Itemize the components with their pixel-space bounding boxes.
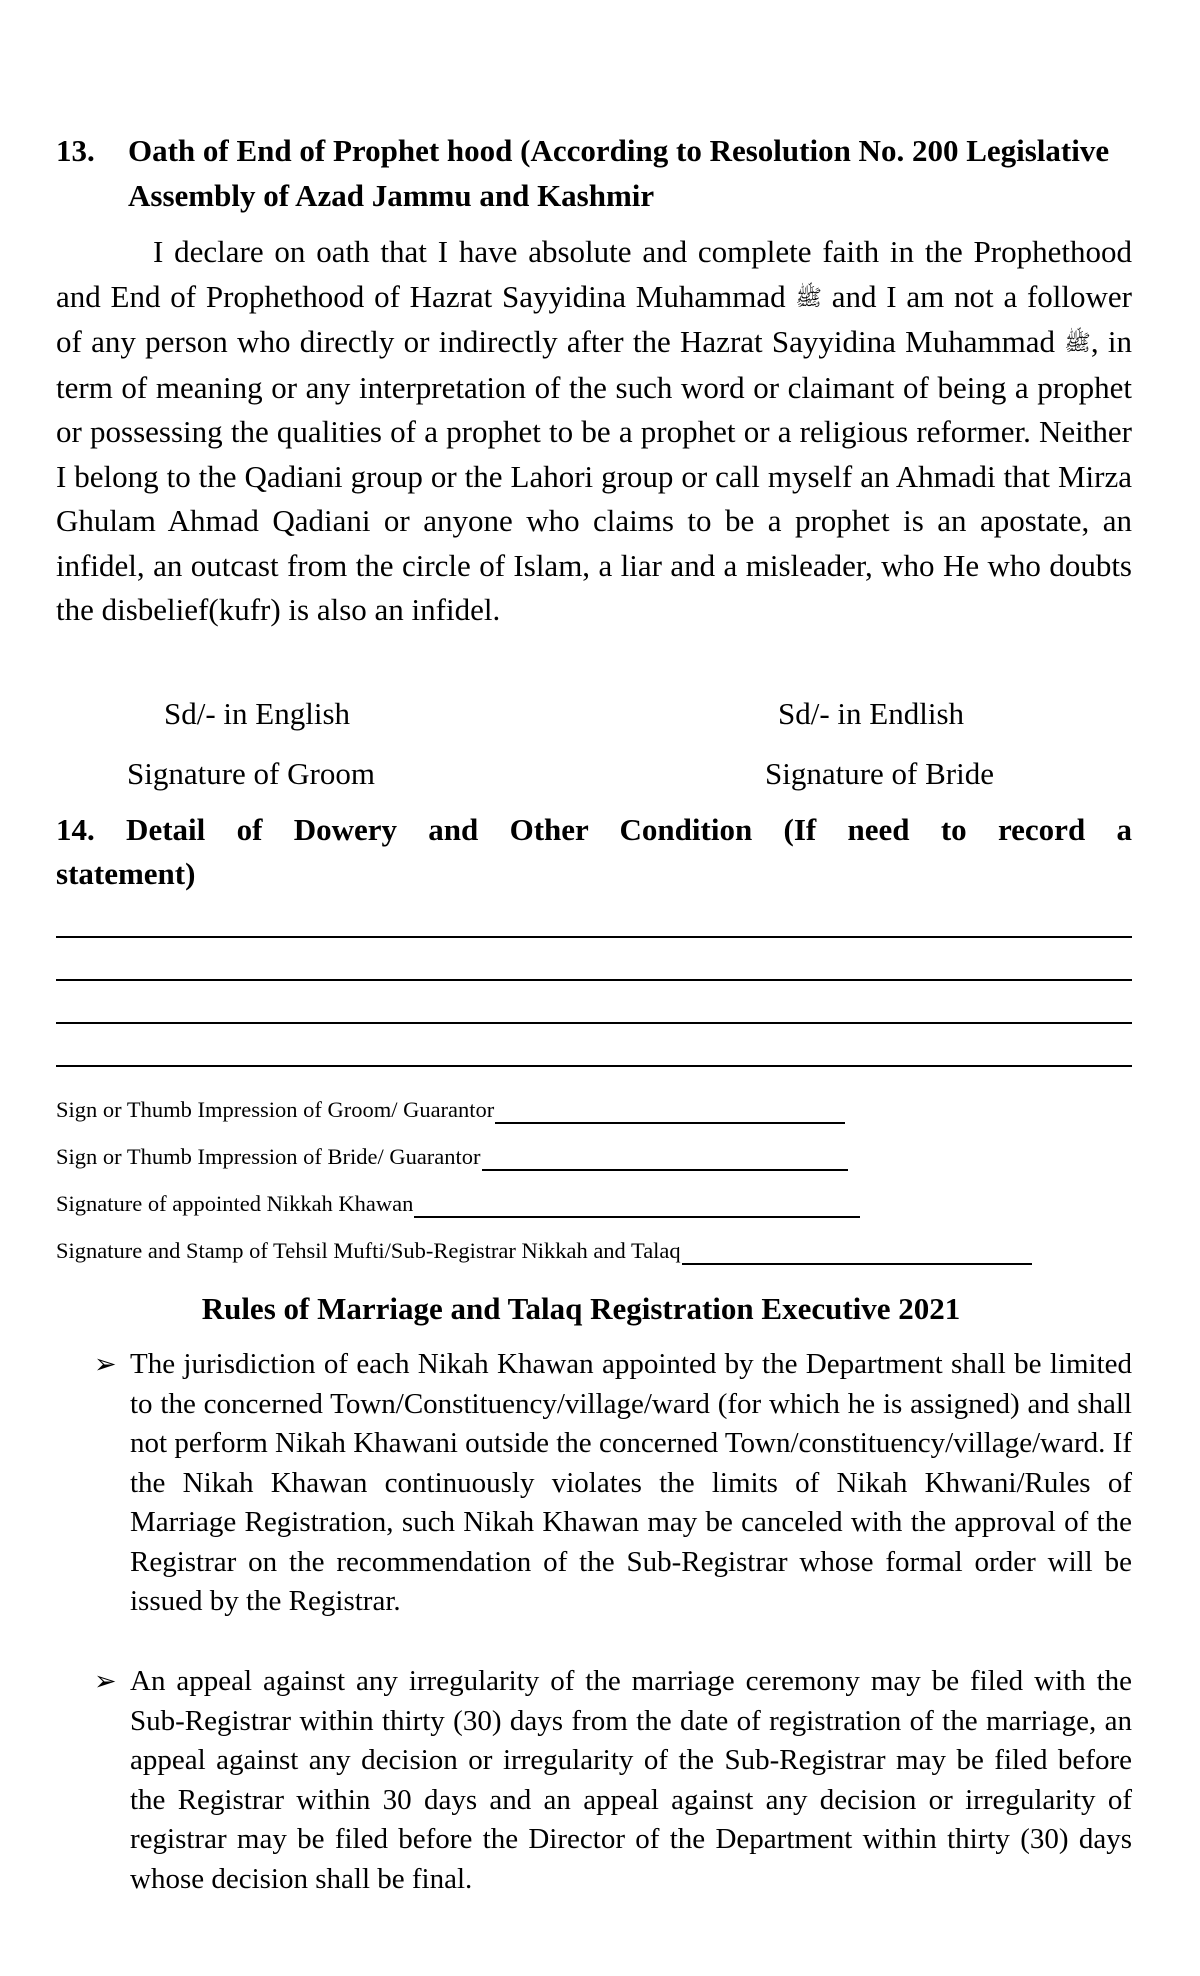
- rules-title: Rules of Marriage and Talaq Registration Executive 2021: [201, 1291, 961, 1326]
- bride-thumb-impression-label: Sign or Thumb Impression of Bride/ Guarantor: [56, 1144, 481, 1169]
- bride-thumb-impression-field[interactable]: [482, 1149, 848, 1171]
- dowery-detail-line[interactable]: [56, 936, 1132, 938]
- oath-text-part-2: and I am not a follower of any person who directly or indirectly after the Hazrat Sayyidina Muhammad: [56, 278, 1133, 359]
- groom-sd-label: Sd/- in English: [164, 696, 351, 731]
- oath-text-part-1: I declare on oath that I have absolute and complete faith in the Prophethood and End of Prophethood of Hazrat Sayyidina Muhammad: [56, 234, 1132, 314]
- section-14-title-line-2: statement): [56, 856, 196, 891]
- bride-signature-label: Signature of Bride: [765, 756, 995, 791]
- arrow-bullet-icon: ➢: [94, 1666, 117, 1697]
- mufti-stamp-field[interactable]: [682, 1243, 1032, 1265]
- rule-text: The jurisdiction of each Nikah Khawan appointed by the Department shall be limited to the concerned Town/Constituency/village/ward (for which he is assigned) and shall not perform Nikah Khawani outside the concerned Town/constituency/village/ward. If the Nikah Khawan continuously violates the limits of Nikah Khwani/Rules of Marriage Registration, such Nikah Khawan may be canceled with the approval of the Registrar on the recommendation of the Sub-Registrar whose formal order will be issued by the Registrar.: [130, 1348, 1132, 1617]
- groom-thumb-impression-row: [56, 1096, 845, 1124]
- nikkah-khawan-signature-field[interactable]: [414, 1196, 860, 1218]
- dowery-detail-line[interactable]: [56, 1022, 1132, 1024]
- pbuh-icon: ﷺ: [1064, 330, 1091, 355]
- mufti-stamp-row: [56, 1237, 1032, 1265]
- groom-thumb-impression-label: Sign or Thumb Impression of Groom/ Guarantor: [56, 1097, 495, 1122]
- section-13-title: Oath of End of Prophet hood (According to Resolution No. 200 Legislative Assembly of Azad Jammu and Kashmir: [128, 133, 1110, 213]
- rule-list-item: [56, 1662, 1132, 1899]
- bride-thumb-impression-row: [56, 1143, 848, 1171]
- nikkah-khawan-signature-label: Signature of appointed Nikkah Khawan: [56, 1191, 414, 1216]
- rule-list-item: [56, 1345, 1132, 1622]
- section-13-number: 13.: [56, 133, 95, 168]
- nikkah-khawan-signature-row: [56, 1190, 860, 1218]
- oath-text-part-3: , in term of meaning or any interpretation of the such word or claimant of being a prophet or possessing the qualities of a prophet to be a prophet or a religious reformer. Neither I belong to the Qadiani group or the Lahori group or call myself an Ahmadi that Mirza Ghulam Ahmad Qadiani or anyone who claims to be a prophet is an apostate, an infidel, an outcast from the circle of Islam, a liar and a misleader, who He who doubts the disbelief(kufr) is also an infidel.: [56, 324, 1132, 627]
- pbuh-icon: ﷺ: [795, 284, 822, 310]
- dowery-detail-line[interactable]: [56, 979, 1132, 981]
- groom-thumb-impression-field[interactable]: [495, 1102, 845, 1124]
- section-13-heading: [56, 128, 1132, 218]
- arrow-bullet-icon: ➢: [94, 1349, 117, 1380]
- mufti-stamp-label: Signature and Stamp of Tehsil Mufti/Sub-Registrar Nikkah and Talaq: [56, 1238, 681, 1263]
- section-14-heading: [56, 808, 1132, 896]
- oath-paragraph: [56, 230, 1132, 633]
- section-14-title-line-1: 14. Detail of Dowery and Other Condition (If need to record a: [56, 812, 1132, 847]
- dowery-detail-line[interactable]: [56, 1065, 1132, 1067]
- rule-text: An appeal against any irregularity of the marriage ceremony may be filed with the Sub-Registrar within thirty (30) days from the date of registration of the marriage, an appeal against any decision or irregularity of the Sub-Registrar may be filed before the Registrar within 30 days and an appeal against any decision or irregularity of registrar may be filed before the Director of the Department within thirty (30) days whose decision shall be final.: [130, 1665, 1132, 1895]
- bride-sd-label: Sd/- in Endlish: [778, 696, 965, 731]
- groom-signature-label: Signature of Groom: [127, 756, 375, 791]
